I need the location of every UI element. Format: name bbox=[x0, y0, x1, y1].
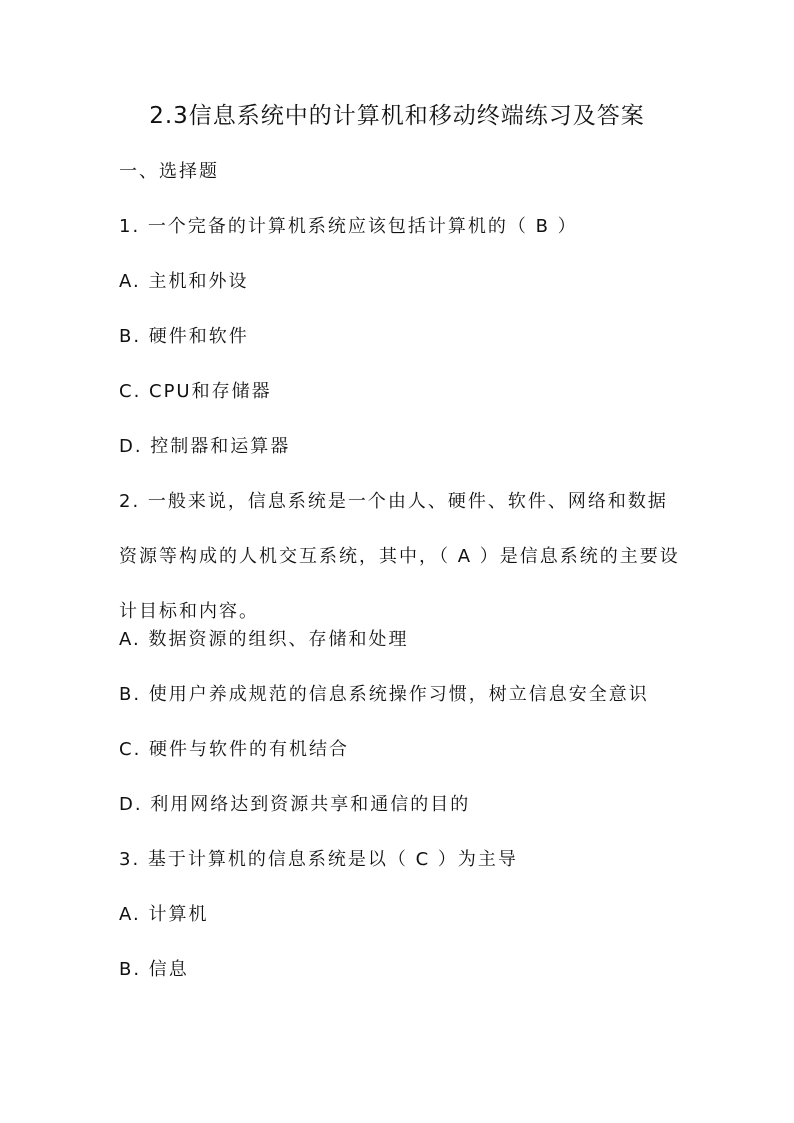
question-3-stem: 3. 基于计算机的信息系统是以（ C ）为主导 bbox=[119, 849, 518, 870]
question-2-option-a: A. 数据资源的组织、存储和处理 bbox=[119, 629, 409, 650]
question-2-option-d: D. 利用网络达到资源共享和通信的目的 bbox=[119, 794, 471, 815]
question-1-option-a: A. 主机和外设 bbox=[119, 271, 249, 292]
question-2-option-b: B. 使用户养成规范的信息系统操作习惯，树立信息安全意识 bbox=[119, 684, 649, 705]
question-3-option-a: A. 计算机 bbox=[119, 904, 209, 925]
question-1-option-c: C. CPU和存储器 bbox=[119, 381, 272, 402]
question-1-option-b: B. 硬件和软件 bbox=[119, 326, 249, 347]
question-2-option-c: C. 硬件与软件的有机结合 bbox=[119, 739, 350, 760]
question-3-option-b: B. 信息 bbox=[119, 959, 189, 980]
question-2-stem-line: 资源等构成的人机交互系统，其中，（ A ）是信息系统的主要设 bbox=[119, 546, 680, 567]
question-1-option-d: D. 控制器和运算器 bbox=[119, 436, 291, 457]
question-1-stem: 1. 一个完备的计算机系统应该包括计算机的（ B ） bbox=[119, 216, 578, 237]
document-title: 2.3信息系统中的计算机和移动终端练习及答案 bbox=[149, 103, 645, 129]
section-heading: 一、选择题 bbox=[119, 161, 219, 182]
question-2-stem-line: 2. 一般来说，信息系统是一个由人、硬件、软件、网络和数据 bbox=[119, 491, 668, 512]
question-2-stem-line: 计目标和内容。 bbox=[119, 601, 259, 622]
